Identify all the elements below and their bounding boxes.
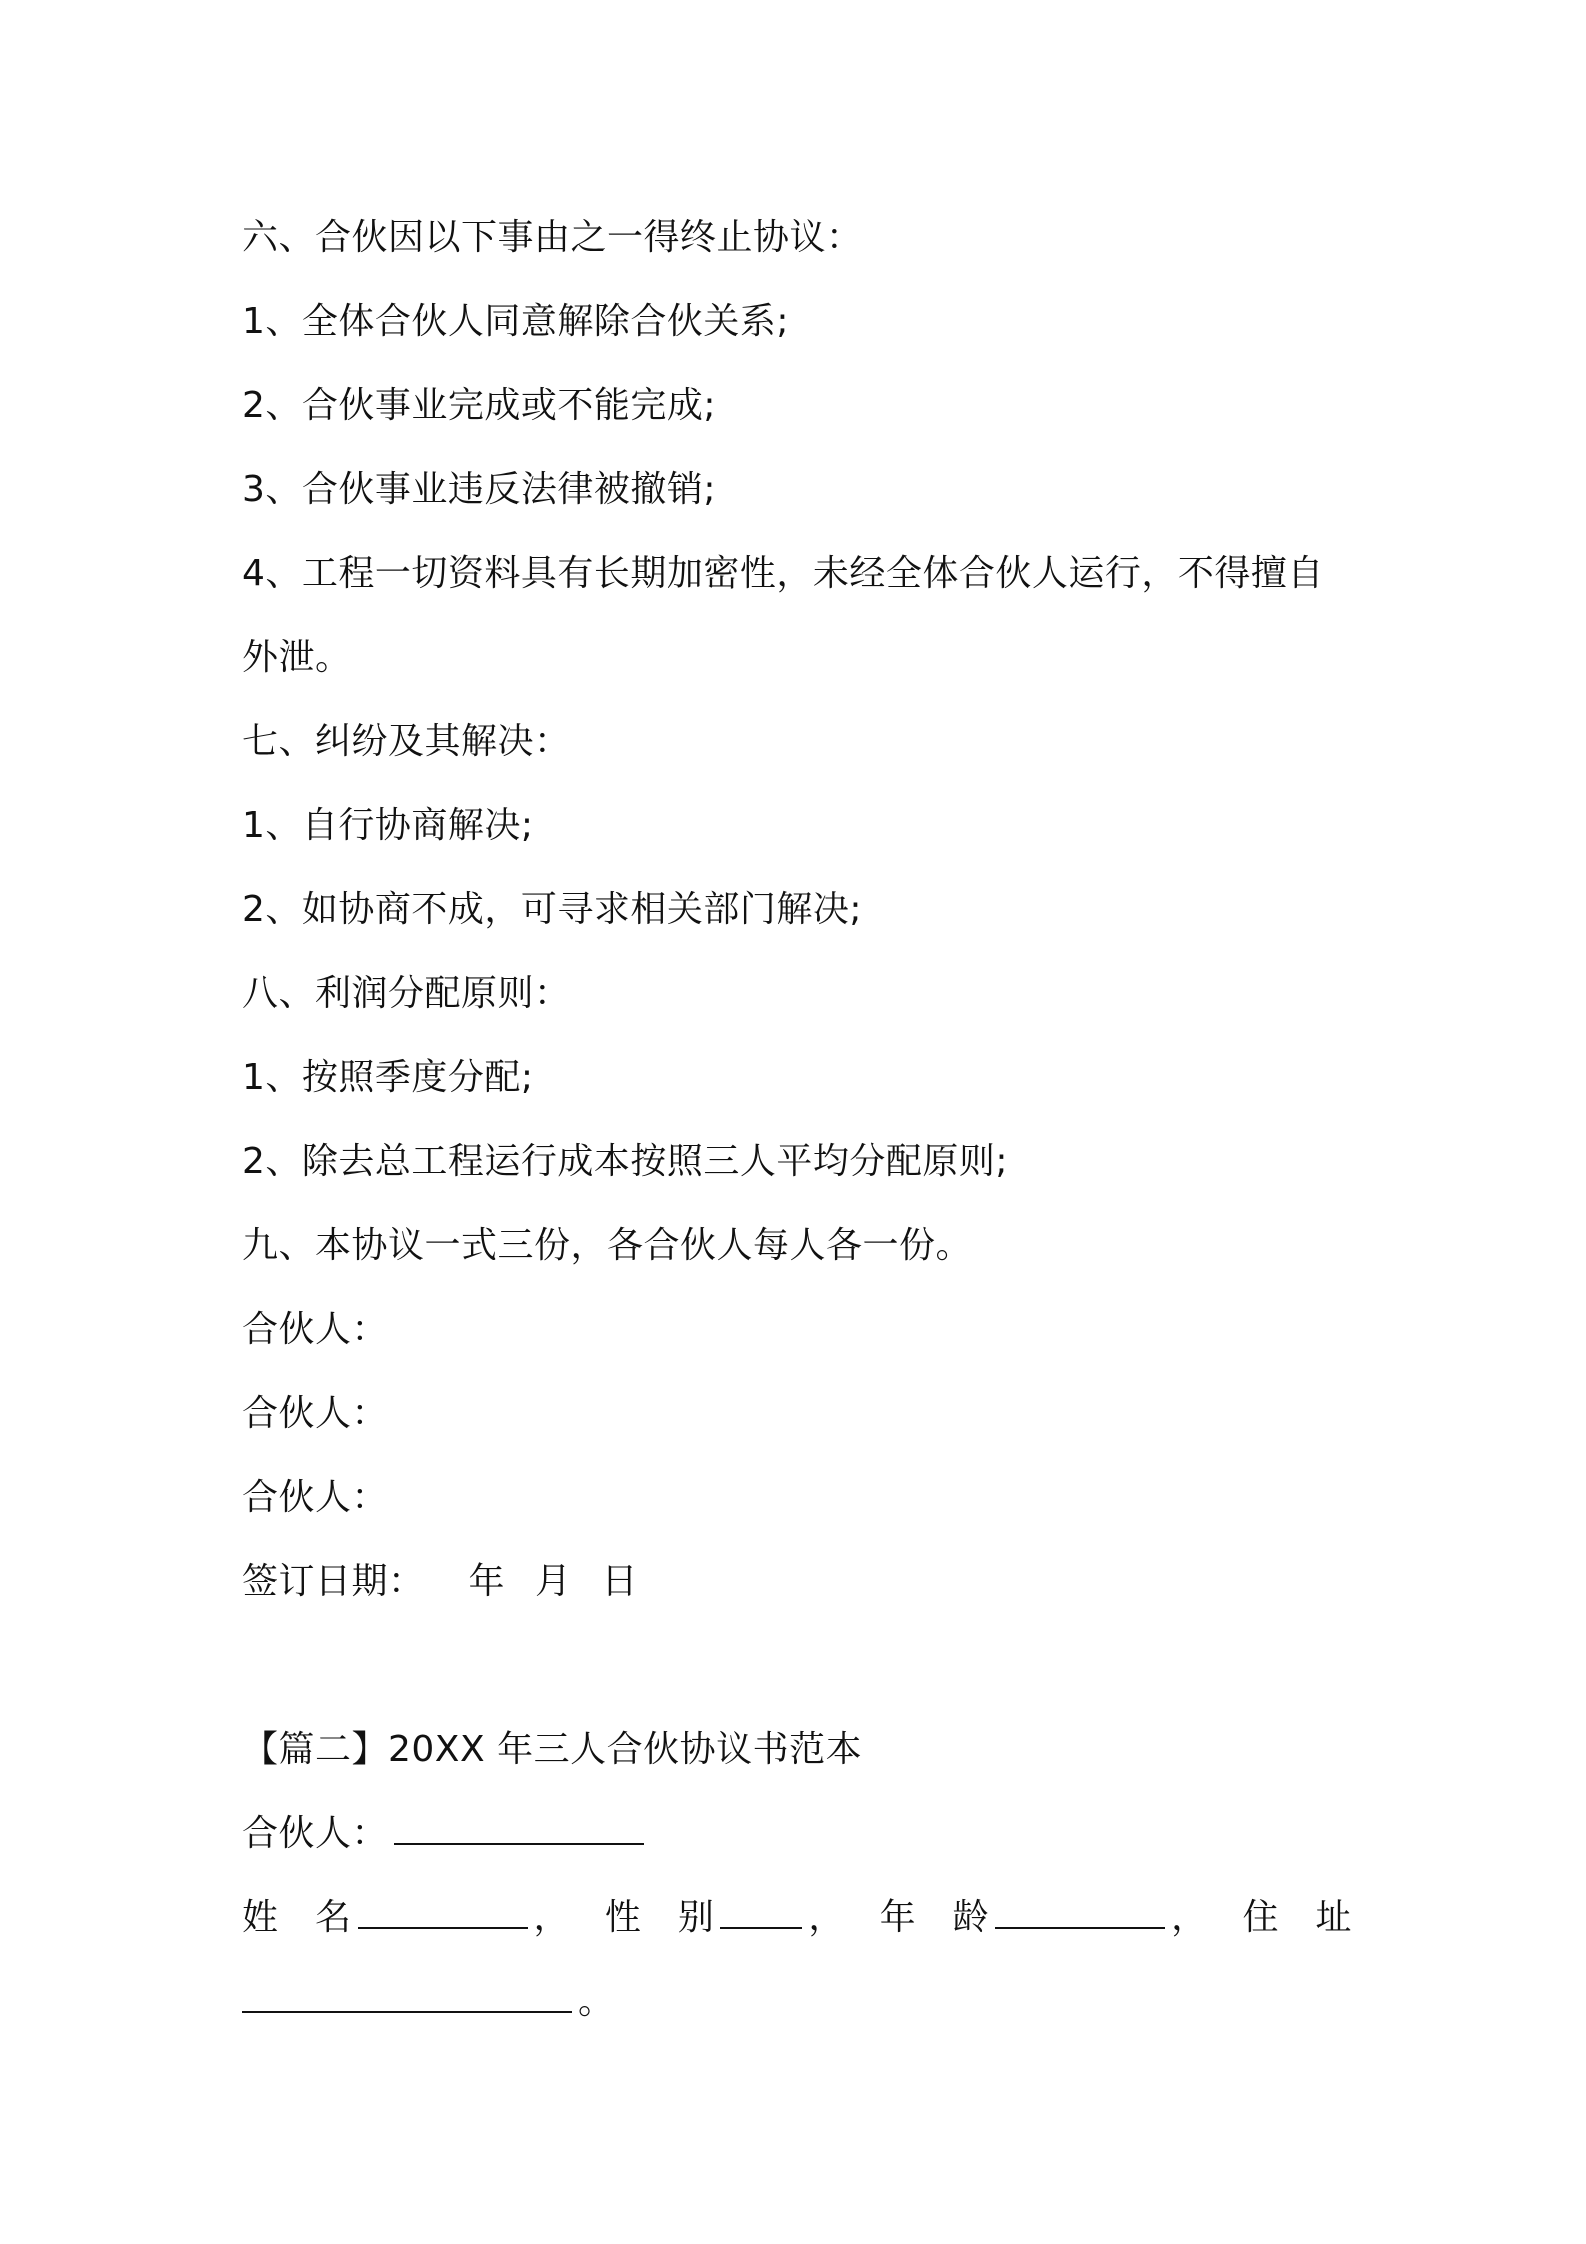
section-six-heading: 六、合伙因以下事由之一得终止协议： (242, 217, 863, 258)
address-label: 住 址 (1242, 1897, 1352, 1938)
section-six-item-3: 3、合伙事业违反法律被撤销; (242, 469, 717, 510)
age-field (880, 1876, 1208, 1960)
part-two-partner-line (242, 1792, 1352, 1876)
age-blank (995, 1897, 1165, 1929)
name-comma: ， (533, 1897, 571, 1938)
personal-info-line (242, 1876, 1352, 1960)
signature-partner-3: 合伙人： (242, 1477, 389, 1518)
signature-partner-1: 合伙人： (242, 1309, 389, 1350)
name-label: 姓 名 (242, 1897, 352, 1938)
name-field (242, 1876, 570, 1960)
section-seven-item-1: 1、自行协商解决; (242, 805, 534, 846)
signature-partner-2: 合伙人： (242, 1393, 389, 1434)
section-six-item-2: 2、合伙事业完成或不能完成; (242, 385, 717, 426)
section-spacer (242, 1624, 1352, 1708)
section-seven-item-2: 2、如协商不成，可寻求相关部门解决; (242, 889, 863, 930)
part-two-title: 【篇二】20XX 年三人合伙协议书范本 (242, 1729, 863, 1770)
section-six-item-4: 4、工程一切资料具有长期加密性，未经全体合伙人运行，不得擅自 (242, 553, 1324, 594)
age-label: 年 龄 (879, 1897, 990, 1938)
signing-date-line (242, 1540, 1352, 1624)
sex-field (605, 1876, 845, 1960)
partner-blank (394, 1813, 644, 1845)
date-day-label: 日 (601, 1561, 639, 1602)
section-eight-item-1: 1、按照季度分配; (242, 1057, 534, 1098)
section-eight-item-2: 2、除去总工程运行成本按照三人平均分配原则; (242, 1141, 1009, 1182)
date-year-label: 年 (468, 1561, 506, 1602)
age-comma: ， (1171, 1897, 1208, 1938)
section-six-item-1: 1、全体合伙人同意解除合伙关系; (242, 301, 790, 342)
address-blank (242, 1981, 572, 2013)
signing-date-label: 签订日期： (242, 1561, 425, 1602)
section-seven-heading: 七、纠纷及其解决： (242, 721, 571, 762)
section-nine-heading: 九、本协议一式三份，各合伙人每人各一份。 (242, 1225, 973, 1266)
section-six-item-4-cont: 外泄。 (242, 637, 352, 678)
sex-label: 性 别 (604, 1897, 715, 1938)
section-eight-heading: 八、利润分配原则： (242, 973, 571, 1014)
document-body (242, 196, 1352, 2044)
sex-blank (720, 1897, 802, 1929)
address-line (242, 1960, 1352, 2044)
sex-comma: ， (808, 1897, 845, 1938)
address-period: 。 (578, 1981, 615, 2022)
date-month-label: 月 (535, 1561, 572, 1602)
name-blank (358, 1897, 528, 1929)
part-two-partner-label: 合伙人： (242, 1813, 389, 1854)
